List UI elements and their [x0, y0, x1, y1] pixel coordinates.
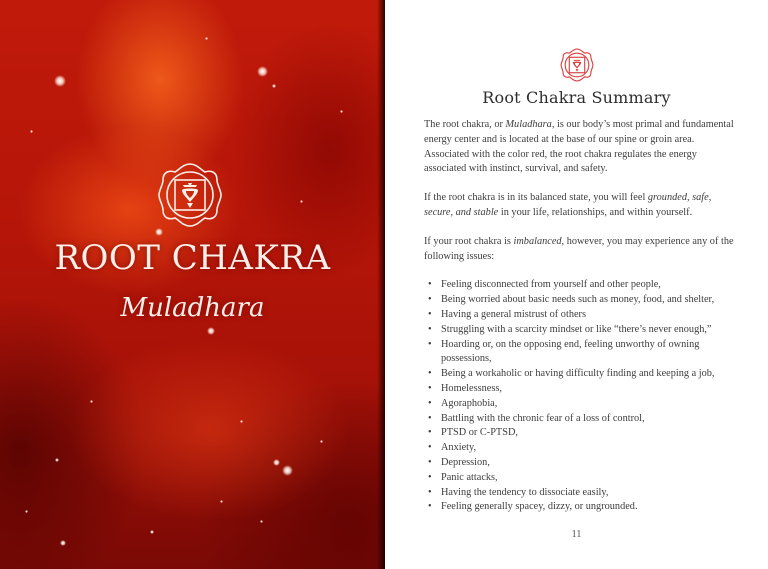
- paragraph-emphasis: imbalanced: [513, 235, 562, 247]
- cover-title: ROOT CHAKRA: [54, 238, 331, 278]
- balanced-paragraph: [424, 191, 736, 221]
- summary-body: [424, 118, 736, 515]
- list-item: • Feeling generally spacey, dizzy, or ungrounded.: [441, 500, 736, 515]
- star: [25, 510, 28, 513]
- root-chakra-symbol-icon: [155, 160, 225, 230]
- star: [320, 440, 323, 443]
- paragraph-text: , is our body’s most primal and fundamental energy center and is located at the base of our spine or groin area. Associated with the color red, the root chakra regulates the energy associated with instinct, survival, and safety.: [424, 119, 734, 175]
- list-item: • Agoraphobia,: [441, 397, 736, 412]
- star: [60, 540, 66, 546]
- star: [282, 465, 293, 476]
- star: [30, 130, 33, 133]
- list-item: • Hoarding or, on the opposing end, feeling unworthy of owning possessions,: [441, 338, 736, 368]
- cover-subtitle: Muladhara: [120, 293, 265, 323]
- paragraph-text: The root chakra, or: [424, 119, 506, 130]
- page-number: 11: [571, 529, 582, 540]
- intro-paragraph: [424, 118, 736, 177]
- root-chakra-symbol-icon: [559, 47, 595, 83]
- list-item: • Anxiety,: [441, 441, 736, 456]
- list-item: • Battling with the chronic fear of a loss of control,: [441, 412, 736, 427]
- star: [240, 420, 243, 423]
- star: [54, 75, 66, 87]
- star: [205, 37, 208, 40]
- star: [90, 400, 93, 403]
- list-item: • Being a workaholic or having difficulty finding and keeping a job,: [441, 367, 736, 382]
- star: [300, 200, 303, 203]
- paragraph-text: If the root chakra is in its balanced state, you will feel: [424, 192, 648, 204]
- paragraph-emphasis: grounded, safe, secure, and stable: [424, 192, 712, 218]
- summary-page: [385, 0, 768, 569]
- list-item: • Depression,: [441, 456, 736, 471]
- list-item: • Feeling disconnected from yourself and other people,: [441, 278, 736, 293]
- list-item: • Having the tendency to dissociate easily,: [441, 486, 736, 501]
- list-item: • Struggling with a scarcity mindset or like “there’s never enough,”: [441, 323, 736, 338]
- star: [55, 458, 59, 462]
- star: [272, 84, 276, 88]
- list-item: • Having a general mistrust of others: [441, 308, 736, 323]
- star: [273, 459, 280, 466]
- list-item: • Panic attacks,: [441, 471, 736, 486]
- list-item: • PTSD or C-PTSD,: [441, 426, 736, 441]
- list-item: • Homelessness,: [441, 382, 736, 397]
- star: [257, 66, 268, 77]
- paragraph-text: If your root chakra is: [424, 235, 514, 247]
- paragraph-text: in your life, relationships, and within yourself.: [498, 206, 693, 218]
- star: [220, 500, 223, 503]
- list-item: • Being worried about basic needs such as money, food, and shelter,: [441, 293, 736, 308]
- imbalanced-paragraph: [424, 235, 736, 265]
- paragraph-text: , however, you may experience any of the following issues:: [424, 235, 734, 262]
- paragraph-emphasis: Muladhara: [505, 119, 552, 130]
- star: [207, 327, 215, 335]
- star: [260, 520, 263, 523]
- issues-list: [424, 278, 736, 515]
- star: [150, 530, 154, 534]
- page-title: Root Chakra Summary: [482, 88, 671, 107]
- star: [340, 110, 343, 113]
